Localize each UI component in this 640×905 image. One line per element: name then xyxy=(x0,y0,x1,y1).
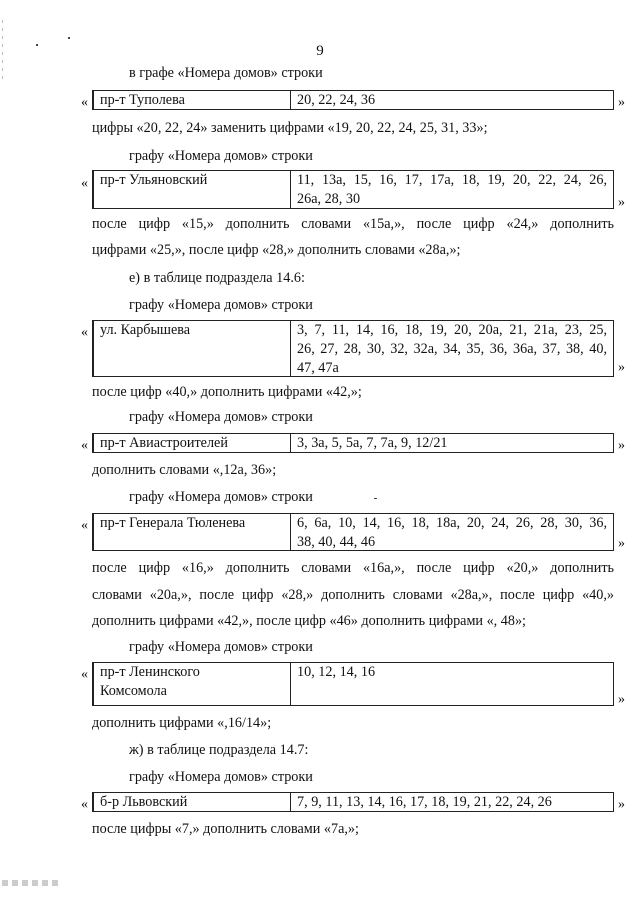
address-table-row xyxy=(92,433,614,453)
house-numbers: 7, 9, 11, 13, 14, 16, 17, 18, 19, 21, 22, 24, 26 xyxy=(297,794,552,810)
close-quote: » xyxy=(618,536,625,551)
close-quote: » xyxy=(618,692,625,707)
scan-speck xyxy=(374,498,377,499)
street-cell xyxy=(94,663,291,705)
text-line: дополнить цифрами «42,», после цифр «46» дополнить цифрами «, 48»; xyxy=(92,613,526,629)
house-numbers-line: 3, 7, 11, 14, 16, 18, 19, 20, 20а, 21, 21а, 23, 25, xyxy=(297,322,607,338)
street-cell xyxy=(94,793,291,811)
open-quote: « xyxy=(81,518,88,533)
house-numbers: 3, 3а, 5, 5а, 7, 7а, 9, 12/21 xyxy=(297,435,448,451)
text-line: дополнить словами «,12а, 36»; xyxy=(92,462,277,478)
text-line: графу «Номера домов» строки xyxy=(129,639,313,655)
street-cell xyxy=(94,321,291,376)
text-line: графу «Номера домов» строки xyxy=(129,297,313,313)
house-numbers-line: 38, 40, 44, 46 xyxy=(297,534,376,550)
text-line: в графе «Номера домов» строки xyxy=(129,65,323,81)
street-name: пр-т Ульяновский xyxy=(100,172,208,188)
address-table-row xyxy=(92,662,614,706)
street-name: ул. Карбышева xyxy=(100,322,191,338)
text-line: словами «20а,», после цифр «28,» дополнить словами «28а,», после цифр «40,» xyxy=(92,587,614,603)
text-line: цифрами «25,», после цифр «28,» дополнить словами «28а,»; xyxy=(92,242,461,258)
address-table-row xyxy=(92,90,614,110)
text-line: графу «Номера домов» строки xyxy=(129,409,313,425)
street-cell xyxy=(94,514,291,550)
house-numbers: 10, 12, 14, 16 xyxy=(297,664,376,680)
text-line: после цифр «16,» дополнить словами «16а,», после цифр «20,» дополнить xyxy=(92,560,614,576)
text-line: ж) в таблице подраздела 14.7: xyxy=(129,742,309,758)
street-name: пр-т Генерала Тюленева xyxy=(100,515,246,531)
house-numbers-cell xyxy=(291,171,613,208)
street-name: б-р Львовский xyxy=(100,794,188,810)
text-line: дополнить цифрами «,16/14»; xyxy=(92,715,272,731)
close-quote: » xyxy=(618,360,625,375)
house-numbers-line: 47, 47а xyxy=(297,360,339,376)
scan-footer-artifact xyxy=(2,880,60,886)
open-quote: « xyxy=(81,95,88,110)
open-quote: « xyxy=(81,667,88,682)
close-quote: » xyxy=(618,195,625,210)
house-numbers-line: 11, 13а, 15, 16, 17, 17а, 18, 19, 20, 22, 24, 26, xyxy=(297,172,607,188)
house-numbers: 20, 22, 24, 36 xyxy=(297,92,376,108)
close-quote: » xyxy=(618,797,625,812)
street-name-line: Комсомола xyxy=(100,683,167,699)
address-table-row xyxy=(92,320,614,377)
street-name: пр-т Авиастроителей xyxy=(100,435,228,451)
address-table-row xyxy=(92,513,614,551)
house-numbers-line: 6, 6а, 10, 14, 16, 18, 18а, 20, 24, 26, 28, 30, 36, xyxy=(297,515,607,531)
scan-speck xyxy=(68,37,70,39)
street-cell xyxy=(94,434,291,452)
text-line: графу «Номера домов» строки xyxy=(129,489,313,505)
text-line: графу «Номера домов» строки xyxy=(129,148,313,164)
open-quote: « xyxy=(81,797,88,812)
page-number: 9 xyxy=(316,43,324,59)
close-quote: » xyxy=(618,438,625,453)
street-cell xyxy=(94,91,291,109)
house-numbers-cell xyxy=(291,514,613,550)
house-numbers-cell xyxy=(291,663,613,705)
address-table-row xyxy=(92,792,614,812)
house-numbers-cell xyxy=(291,434,613,452)
text-line: цифры «20, 22, 24» заменить цифрами «19, 20, 22, 24, 25, 31, 33»; xyxy=(92,120,488,136)
house-numbers-cell xyxy=(291,91,613,109)
open-quote: « xyxy=(81,438,88,453)
open-quote: « xyxy=(81,325,88,340)
house-numbers-line: 26а, 28, 30 xyxy=(297,191,361,207)
close-quote: » xyxy=(618,95,625,110)
open-quote: « xyxy=(81,176,88,191)
text-line: после цифры «7,» дополнить словами «7а,»; xyxy=(92,821,359,837)
street-cell xyxy=(94,171,291,208)
text-line: после цифр «40,» дополнить цифрами «42,»; xyxy=(92,384,362,400)
text-line: после цифр «15,» дополнить словами «15а,», после цифр «24,» дополнить xyxy=(92,216,614,232)
street-name-line: пр-т Ленинского xyxy=(100,664,200,680)
house-numbers-line: 26, 27, 28, 30, 32, 32а, 34, 35, 36, 36а, 37, 38, 40, xyxy=(297,341,607,357)
street-name: пр-т Туполева xyxy=(100,92,185,108)
address-table-row xyxy=(92,170,614,209)
house-numbers-cell xyxy=(291,321,613,376)
text-line: графу «Номера домов» строки xyxy=(129,769,313,785)
text-line: е) в таблице подраздела 14.6: xyxy=(129,270,305,286)
house-numbers-cell xyxy=(291,793,613,811)
